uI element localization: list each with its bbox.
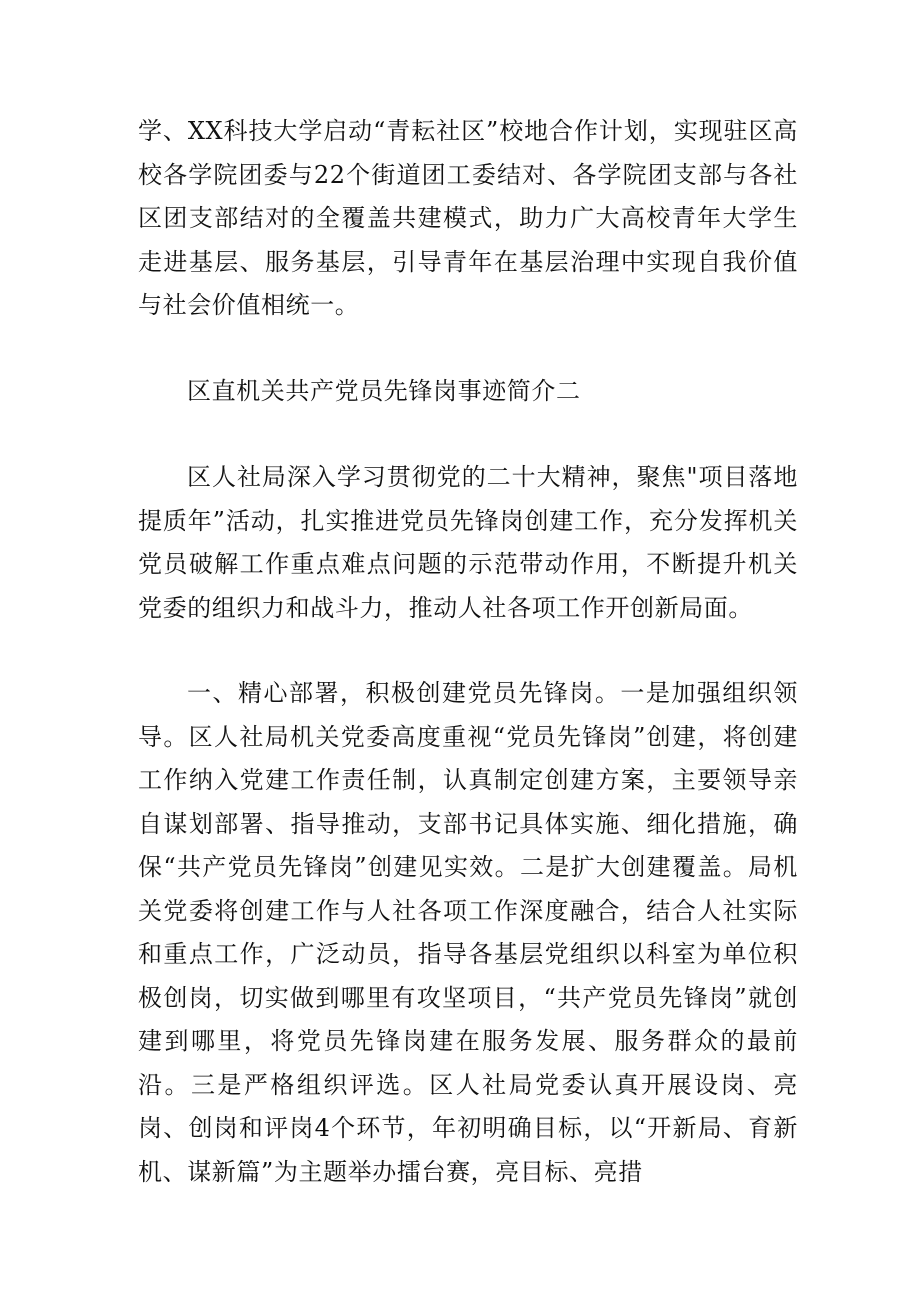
paragraph-continuation: 学、XX科技大学启动“青耘社区”校地合作计划，实现驻区高校各学院团委与22个街道团工委结对、各学院团支部与各社区团支部结对的全覆盖共建模式，助力广大高校青年大学生走进基层、服务基层，引导青年在基层治理中实现自我价值与社会价值相统一。 bbox=[138, 117, 798, 319]
paragraph-section-one: 一、精心部署，积极创建党员先锋岗。一是加强组织领导。区人社局机关党委高度重视“党员先锋岗”创建，将创建工作纳入党建工作责任制，认真制定创建方案，主要领导亲自谋划部署、指导推动，支部书记具体实施、细化措施，确保“共产党员先锋岗”创建见实效。二是扩大创建覆盖。局机关党委将创建工作与人社各项工作深度融合，结合人社实际和重点工作，广泛动员，指导各基层党组织以科室为单位积极创岗，切实做到哪里有攻坚项目，“共产党员先锋岗”就创建到哪里，将党员先锋岗建在服务发展、服务群众的最前沿。三是严格组织评选。区人社局党委认真开展设岗、亮岗、创岗和评岗4个环节，年初明确目标，以“开新局、育新机、谋新篇”为主题举办擂台赛，亮目标、亮措 bbox=[138, 679, 798, 1186]
paragraph-intro: 区人社局深入学习贯彻党的二十大精神，聚焦"项目落地提质年”活动，扎实推进党员先锋岗创建工作，充分发挥机关党员破解工作重点难点问题的示范带动作用，不断提升机关党委的组织力和战斗力，推动人社各项工作开创新局面。 bbox=[138, 463, 798, 622]
section-heading: 区直机关共产党员先锋岗事迹简介二 bbox=[187, 377, 581, 405]
